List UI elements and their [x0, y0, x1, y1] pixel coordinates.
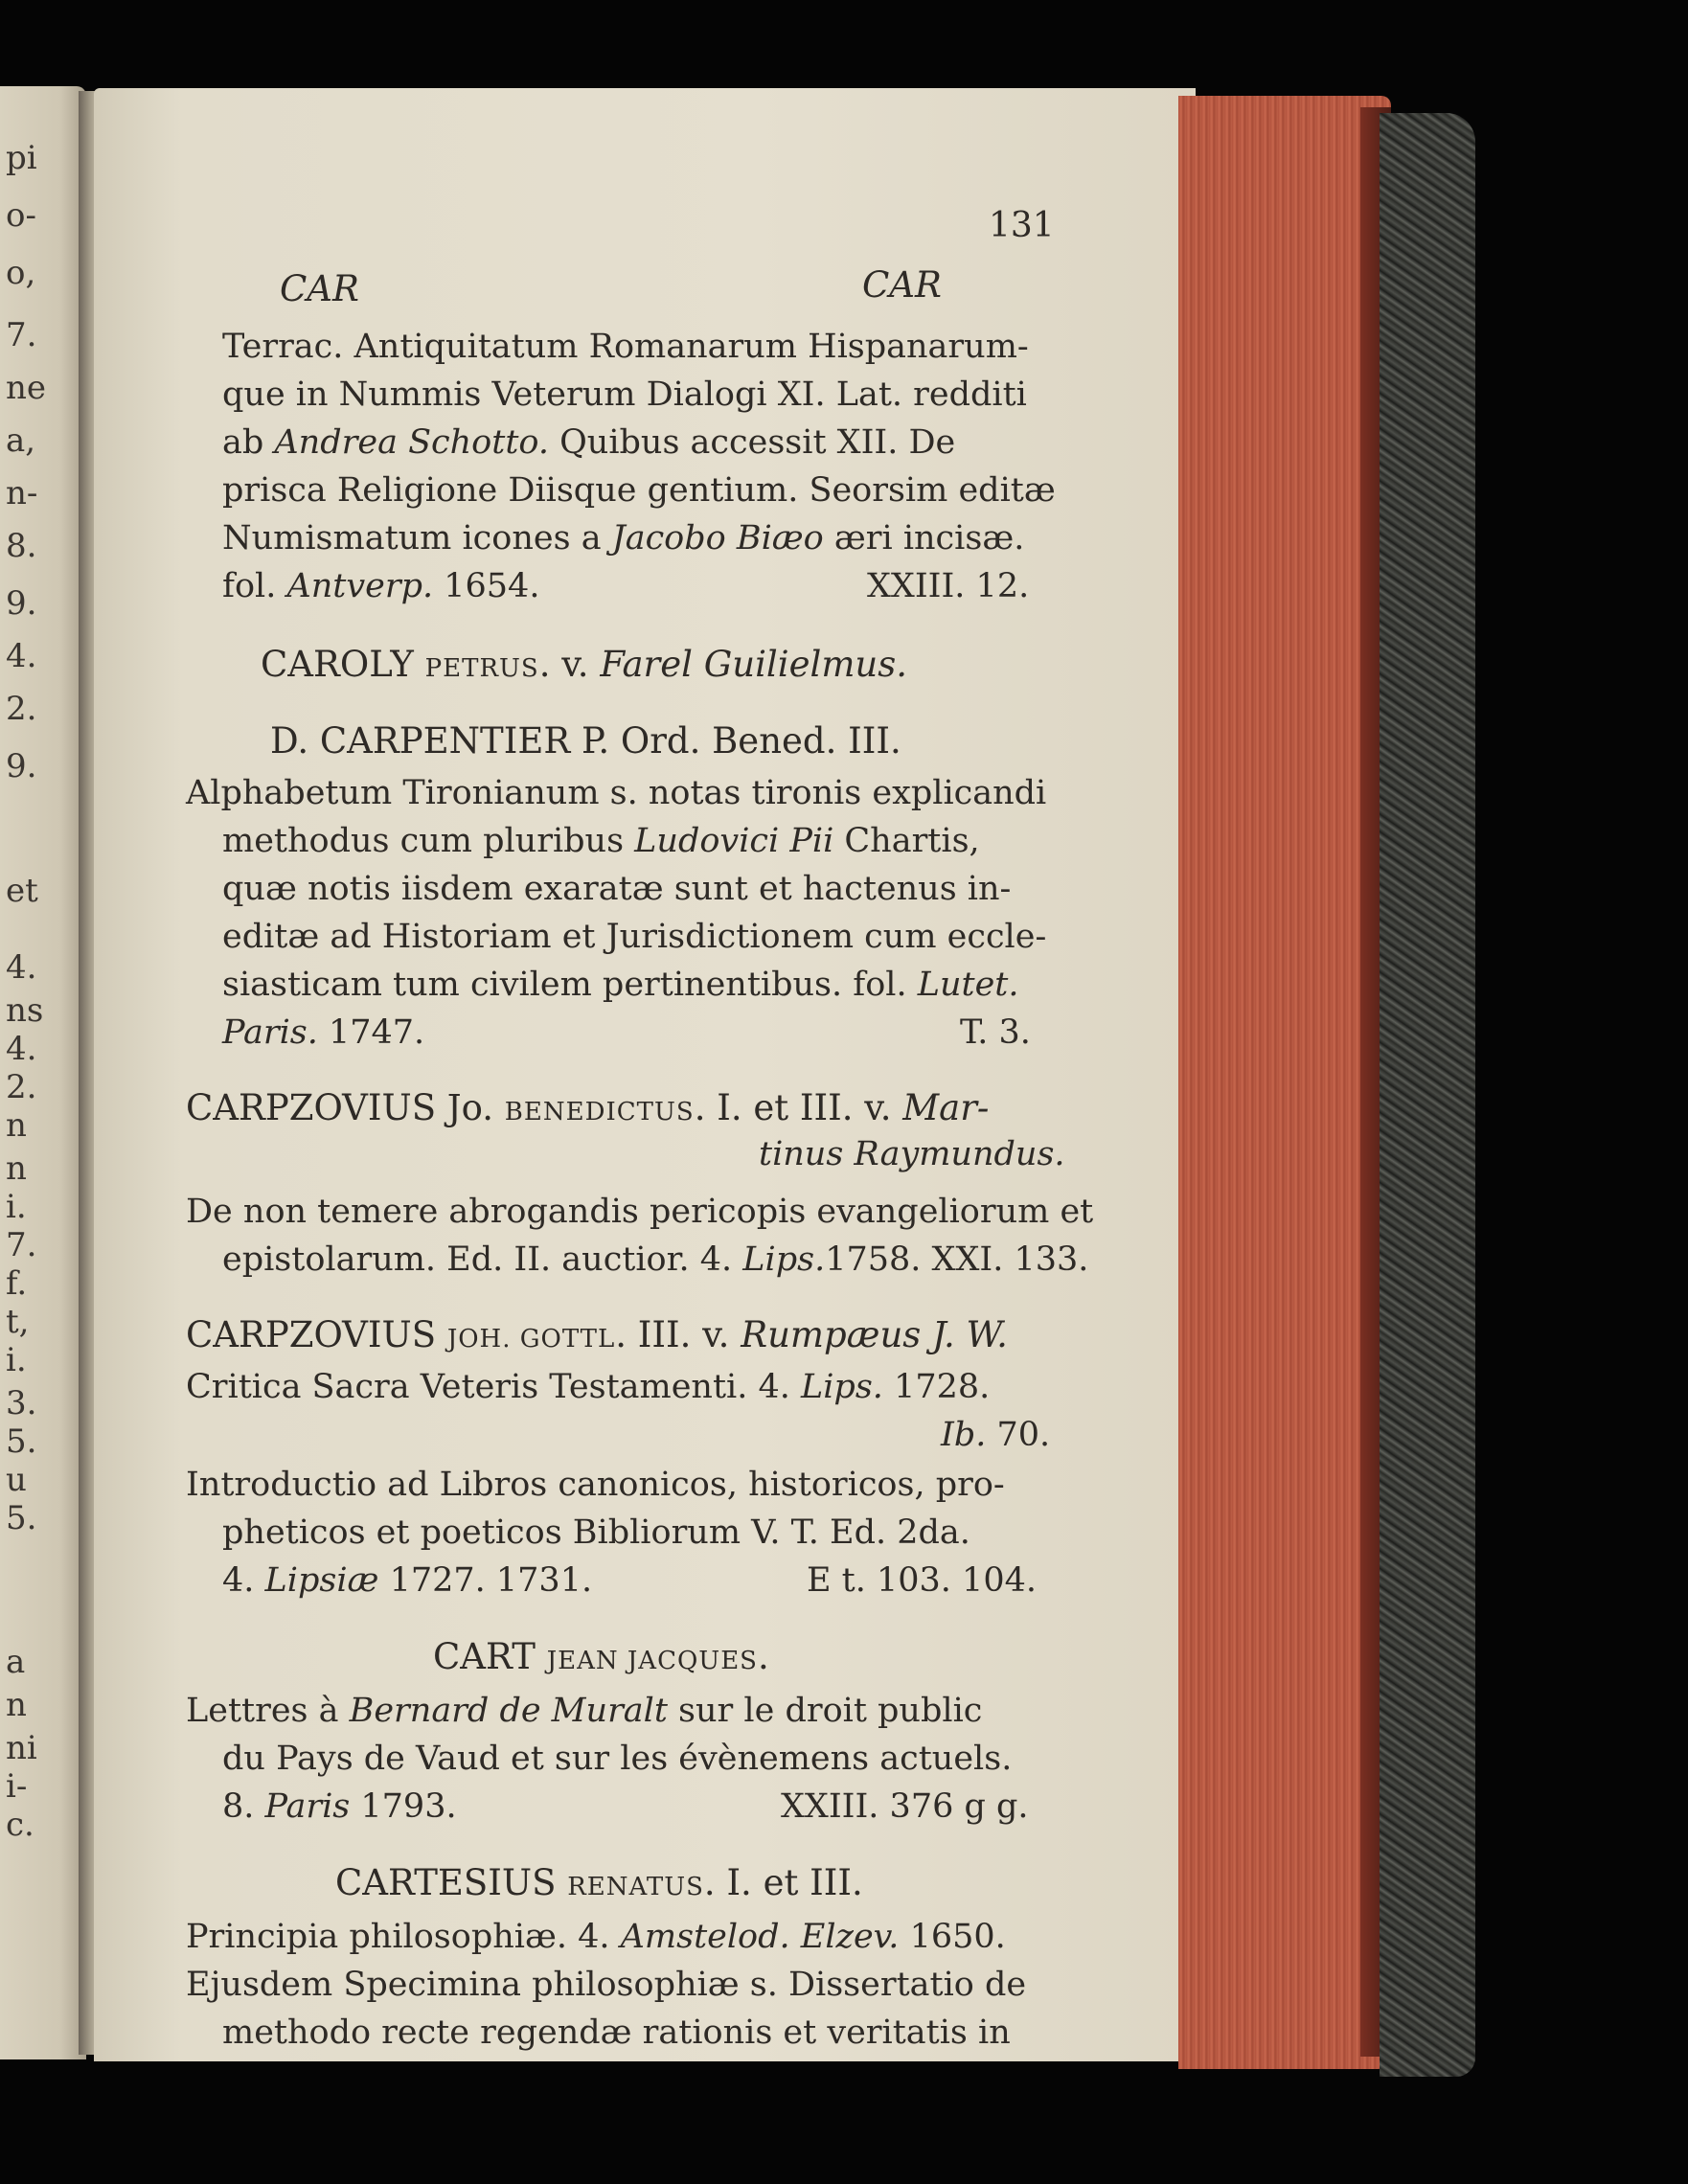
- text-line: prisca Religione Diisque gentium. Seorsim editæ: [222, 471, 1056, 510]
- left-fragment: ne: [6, 369, 47, 407]
- text-line: methodo recte regendæ rationis et veritatis in: [222, 2013, 1011, 2052]
- left-fragment: i-: [6, 1767, 28, 1806]
- entry-heading: CARPZOVIUS JOH. GOTTL. III. v. Rumpæus J. W.: [186, 1314, 1008, 1355]
- shelf-mark: T. 3.: [960, 1013, 1031, 1052]
- text-line: Lettres à Bernard de Muralt sur le droit public: [186, 1692, 983, 1730]
- left-fragment: n: [6, 1686, 27, 1724]
- text-line: pheticos et poeticos Bibliorum V. T. Ed. 2da.: [222, 1513, 970, 1552]
- left-fragment: 7.: [6, 1226, 37, 1264]
- text-line: que in Nummis Veterum Dialogi XI. Lat. redditi: [222, 375, 1027, 414]
- left-fragment: i.: [6, 1341, 27, 1379]
- running-head-right: CAR: [862, 264, 942, 306]
- text-line: Ejusdem Specimina philosophiæ s. Dissertatio de: [186, 1966, 1027, 2004]
- text-line: Alphabetum Tironianum s. notas tironis explicandi: [186, 774, 1047, 812]
- left-fragment: 5.: [6, 1499, 37, 1537]
- text-line: ab Andrea Schotto. Quibus accessit XII. De: [222, 423, 956, 462]
- text-line: fol. Antverp. 1654.: [222, 567, 540, 605]
- entry-heading: CARPZOVIUS Jo. BENEDICTUS. I. et III. v. Mar-: [186, 1087, 990, 1128]
- left-fragment: 4.: [6, 1030, 37, 1068]
- left-fragment: c.: [6, 1806, 34, 1844]
- text-line: Introductio ad Libros canonicos, historicos, pro-: [186, 1466, 1005, 1504]
- left-fragment: 4.: [6, 948, 37, 987]
- left-fragment: 2.: [6, 690, 37, 728]
- left-fragment: et: [6, 872, 38, 910]
- left-fragment: 8.: [6, 527, 37, 565]
- running-head-left: CAR: [280, 268, 359, 309]
- left-fragment: 5.: [6, 1422, 37, 1461]
- entry-heading: CARTESIUS RENATUS. I. et III.: [335, 1862, 863, 1903]
- text-line: Principia philosophiæ. 4. Amstelod. Elzev. 1650.: [186, 1918, 1006, 1956]
- entry-heading: D. CARPENTIER P. Ord. Bened. III.: [270, 720, 901, 762]
- left-fragment: 9.: [6, 584, 37, 623]
- text-line: Terrac. Antiquitatum Romanarum Hispanarum-: [222, 328, 1029, 366]
- page-number: 131: [989, 206, 1055, 245]
- left-fragment: f.: [6, 1264, 28, 1303]
- shelf-mark: E t. 103. 104.: [807, 1561, 1037, 1600]
- text-line: siasticam tum civilem pertinentibus. fol. Lutet.: [222, 966, 1019, 1004]
- text-line: editæ ad Historiam et Jurisdictionem cum eccle-: [222, 918, 1047, 956]
- entry-heading: CAROLY PETRUS. v. Farel Guilielmus.: [261, 644, 907, 685]
- left-fragment: ni: [6, 1729, 37, 1767]
- left-fragment: i.: [6, 1188, 27, 1226]
- left-fragment: t,: [6, 1303, 30, 1341]
- left-fragment: a: [6, 1643, 26, 1681]
- text-line: methodus cum pluribus Ludovici Pii Chartis,: [222, 822, 980, 860]
- entry-heading: CART JEAN JACQUES.: [433, 1636, 769, 1677]
- left-fragment: a,: [6, 421, 36, 460]
- left-fragment: 3.: [6, 1384, 37, 1422]
- left-fragment: 9.: [6, 747, 37, 785]
- left-fragment: o-: [6, 196, 36, 235]
- text-line: tinus Raymundus.: [759, 1135, 1065, 1173]
- left-fragment: u: [6, 1461, 27, 1499]
- left-fragment: 7.: [6, 316, 37, 354]
- shelf-mark: XXIII. 376 g g.: [781, 1787, 1029, 1826]
- text-line: Paris. 1747.: [222, 1013, 425, 1052]
- left-fragment: n: [6, 1106, 27, 1145]
- left-fragment: 2.: [6, 1068, 37, 1106]
- left-fragment: n-: [6, 474, 38, 512]
- left-fragment: n: [6, 1149, 27, 1188]
- text-line: 4. Lipsiæ 1727. 1731.: [222, 1561, 593, 1600]
- text-line: quæ notis iisdem exaratæ sunt et hactenus in-: [222, 870, 1012, 908]
- text-line: epistolarum. Ed. II. auctior. 4. Lips.1758. XXI. 133.: [222, 1240, 1089, 1279]
- text-line: du Pays de Vaud et sur les évènemens actuels.: [222, 1740, 1013, 1778]
- left-fragment: 4.: [6, 637, 37, 675]
- text-line: De non temere abrogandis pericopis evangeliorum et: [186, 1193, 1094, 1231]
- text-line: Numismatum icones a Jacobo Biæo æri incisæ.: [222, 519, 1025, 557]
- shelf-mark: XXIII. 12.: [867, 567, 1030, 605]
- left-fragment: ns: [6, 991, 44, 1030]
- text-line: Ib. 70.: [941, 1416, 1051, 1454]
- text-line: 8. Paris 1793.: [222, 1787, 457, 1826]
- text-line: Critica Sacra Veteris Testamenti. 4. Lips. 1728.: [186, 1368, 991, 1406]
- left-fragment: o,: [6, 254, 36, 292]
- left-fragment: pi: [6, 139, 37, 177]
